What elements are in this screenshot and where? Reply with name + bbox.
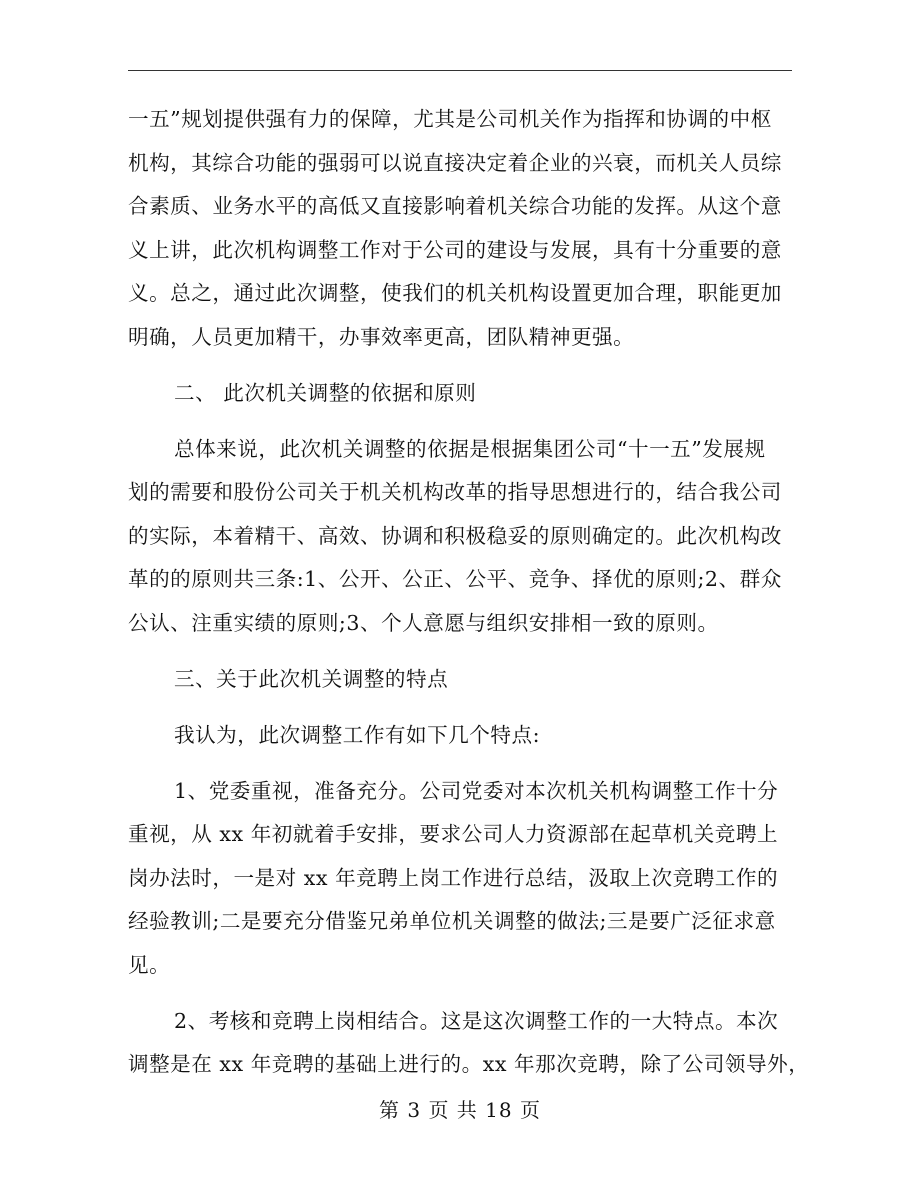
document-body — [128, 98, 808, 1087]
text-line: 合素质、业务水平的高低又直接影响着机关综合功能的发挥。从这个意 — [128, 194, 782, 218]
text-line: 重视，从 xx 年初就着手安排，要求公司人力资源部在起草机关竞聘上 — [128, 822, 779, 846]
text-line: 义。总之，通过此次调整，使我们的机关机构设置更加合理，职能更加 — [128, 281, 782, 305]
text-line: 一五”规划提供强有力的保障，尤其是公司机关作为指挥和协调的中枢 — [128, 107, 772, 131]
text-line: 调整是在 xx 年竞聘的基础上进行的。xx 年那次竞聘，除了公司领导外， — [128, 1052, 810, 1076]
section-heading — [128, 658, 808, 702]
text-line: 划的需要和股份公司关于机关机构改革的指导思想进行的，结合我公司 — [128, 480, 782, 504]
paragraph — [128, 98, 808, 359]
text-line: 经验教训;二是要充分借鉴兄弟单位机关调整的做法;三是要广泛征求意 — [128, 909, 776, 933]
page-number-footer: 第 3 页 共 18 页 — [379, 1098, 541, 1122]
text-line: 义上讲，此次机构调整工作对于公司的建设与发展，具有十分重要的意 — [128, 237, 782, 262]
paragraph — [128, 714, 808, 758]
section-heading — [128, 372, 808, 416]
text-line: 三、关于此次机关调整的特点 — [174, 666, 449, 691]
text-line: 革的的原则共三条:1、公开、公正、公平、竞争、择优的原则;2、群众 — [128, 567, 782, 591]
text-line: 2、考核和竞聘上岗相结合。这是这次调整工作的一大特点。本次 — [174, 1008, 779, 1033]
header-rule — [128, 70, 792, 71]
text-line: 机构，其综合功能的强弱可以说直接决定着企业的兴衰，而机关人员综 — [128, 150, 782, 175]
text-line: 二、 此次机关调整的依据和原则 — [174, 380, 477, 405]
text-line: 公认、注重实绩的原则;3、个人意愿与组织安排相一致的原则。 — [128, 610, 719, 635]
text-line: 见。 — [128, 952, 171, 977]
text-line: 总体来说，此次机关调整的依据是根据集团公司“十一五”发展规 — [174, 436, 766, 461]
text-line: 1、党委重视，准备充分。公司党委对本次机关机构调整工作十分 — [174, 778, 779, 803]
text-line: 我认为，此次调整工作有如下几个特点: — [174, 722, 541, 747]
text-line: 明确，人员更加精干，办事效率更高，团队精神更强。 — [128, 324, 635, 349]
paragraph — [128, 770, 808, 988]
text-line: 的实际，本着精干、高效、协调和积极稳妥的原则确定的。此次机构改 — [128, 523, 782, 548]
paragraph — [128, 428, 808, 646]
paragraph — [128, 1000, 808, 1087]
text-line: 岗办法时，一是对 xx 年竞聘上岗工作进行总结，汲取上次竞聘工作的 — [128, 865, 779, 890]
